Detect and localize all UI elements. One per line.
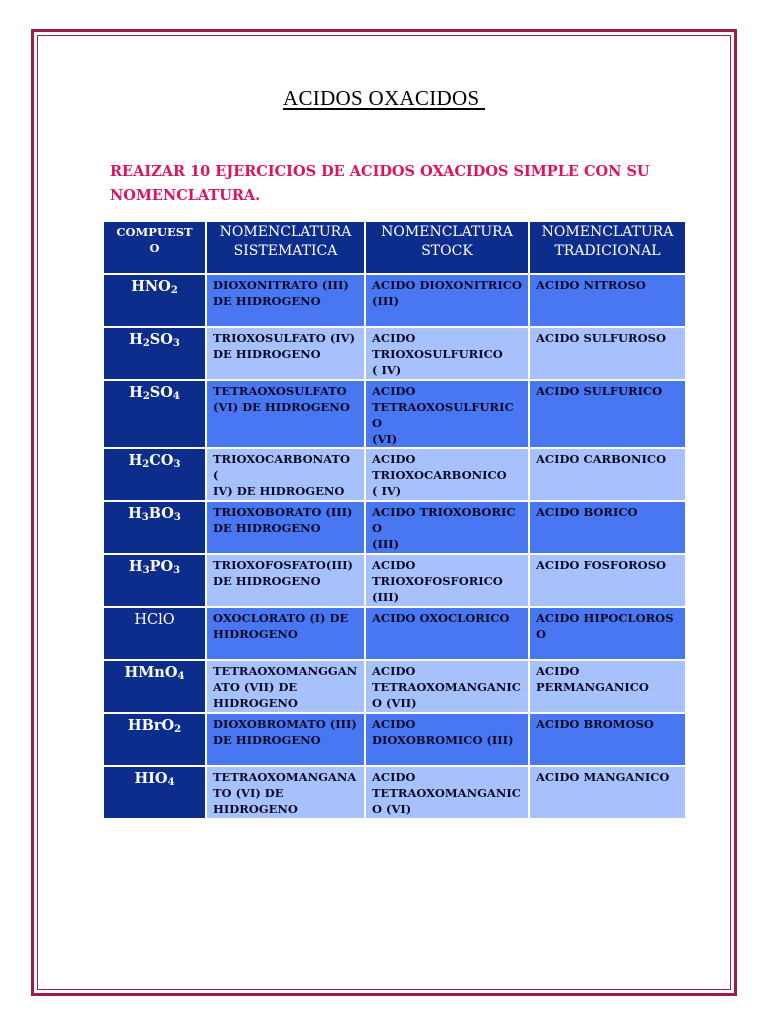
cell-sistematica: TRIOXOCARBONATO ( IV) DE HIDROGENO (207, 449, 364, 500)
table-row (104, 328, 685, 379)
formula-cell (104, 449, 205, 500)
formula-cell (104, 767, 205, 818)
table-row (104, 502, 685, 553)
table-body (104, 275, 685, 818)
cell-sistematica: DIOXOBROMATO (III) DE HIDROGENO (207, 714, 364, 765)
cell-stock: ACIDO OXOCLORICO (366, 608, 528, 659)
cell-sistematica: TETRAOXOSULFATO (VI) DE HIDROGENO (207, 381, 364, 447)
cell-tradicional: ACIDO BORICO (530, 502, 685, 553)
header-tradicional: NOMENCLATURA TRADICIONAL (530, 222, 685, 273)
header-sistematica: NOMENCLATURA SISTEMATICA (207, 222, 364, 273)
cell-sistematica: TETRAOXOMANGANA TO (VI) DE HIDROGENO (207, 767, 364, 818)
cell-stock: ACIDO TETRAOXOMANGANIC O (VII) (366, 661, 528, 712)
formula-cell (104, 275, 205, 326)
cell-tradicional: ACIDO MANGANICO (530, 767, 685, 818)
table-row (104, 275, 685, 326)
cell-sistematica: OXOCLORATO (I) DE HIDROGENO (207, 608, 364, 659)
formula-text: $H_2SO_4$ (129, 384, 180, 402)
cell-tradicional: ACIDO PERMANGANICO (530, 661, 685, 712)
formula-text: HClO (134, 612, 175, 628)
header-compuesto: COMPUEST O (104, 222, 205, 273)
cell-stock: ACIDO TETRAOXOSULFURICO (VI) (366, 381, 528, 447)
cell-tradicional: ACIDO SULFURICO (530, 381, 685, 447)
cell-tradicional: ACIDO BROMOSO (530, 714, 685, 765)
formula-text: HBrO$_2$ (127, 717, 182, 735)
cell-tradicional: ACIDO HIPOCLOROSO (530, 608, 685, 659)
cell-stock: ACIDO DIOXONITRICO (III) (366, 275, 528, 326)
formula-cell (104, 502, 205, 553)
cell-stock: ACIDO TRIOXOFOSFORICO (III) (366, 555, 528, 606)
header-stock: NOMENCLATURA STOCK (366, 222, 528, 273)
cell-stock: ACIDO TRIOXOBORICO (III) (366, 502, 528, 553)
table-row (104, 449, 685, 500)
cell-sistematica: TRIOXOBORATO (III) DE HIDROGENO (207, 502, 364, 553)
cell-stock: ACIDO TRIOXOSULFURICO ( IV) (366, 328, 528, 379)
cell-sistematica: TETRAOXOMANGGAN ATO (VII) DE HIDROGENO (207, 661, 364, 712)
document-title: ACIDOS OXACIDOS (283, 86, 485, 110)
cell-tradicional: ACIDO SULFUROSO (530, 328, 685, 379)
formula-cell (104, 608, 205, 659)
formula-text: $H_3BO_3$ (128, 505, 181, 523)
cell-stock: ACIDO DIOXOBROMICO (III) (366, 714, 528, 765)
table-row (104, 714, 685, 765)
formula-text: $HNO_2$ (131, 278, 178, 296)
table-row (104, 767, 685, 818)
formula-cell (104, 661, 205, 712)
formula-cell (104, 381, 205, 447)
cell-tradicional: ACIDO CARBONICO (530, 449, 685, 500)
formula-text: $HIO_4$ (134, 770, 175, 788)
acids-table (102, 220, 687, 820)
table-row (104, 381, 685, 447)
cell-sistematica: TRIOXOSULFATO (IV) DE HIDROGENO (207, 328, 364, 379)
instruction-text: REAIZAR 10 EJERCICIOS DE ACIDOS OXACIDOS SIMPLE CON SU NOMENCLATURA. (110, 163, 650, 204)
formula-text: $H_3PO_3$ (128, 558, 181, 576)
formula-cell (104, 328, 205, 379)
table-row (104, 608, 685, 659)
table-row (104, 555, 685, 606)
cell-tradicional: ACIDO NITROSO (530, 275, 685, 326)
formula-text: $H_2CO_3$ (128, 452, 181, 470)
cell-stock: ACIDO TRIOXOCARBONICO ( IV) (366, 449, 528, 500)
formula-cell (104, 555, 205, 606)
table-row (104, 661, 685, 712)
formula-cell (104, 714, 205, 765)
formula-text: $H_2SO_3$ (129, 331, 180, 349)
table-header-row (104, 222, 685, 273)
cell-tradicional: ACIDO FOSFOROSO (530, 555, 685, 606)
cell-sistematica: DIOXONITRATO (III) DE HIDROGENO (207, 275, 364, 326)
formula-text: HMnO$_4$ (124, 664, 185, 682)
cell-sistematica: TRIOXOFOSFATO(III) DE HIDROGENO (207, 555, 364, 606)
cell-stock: ACIDO TETRAOXOMANGANIC O (VI) (366, 767, 528, 818)
